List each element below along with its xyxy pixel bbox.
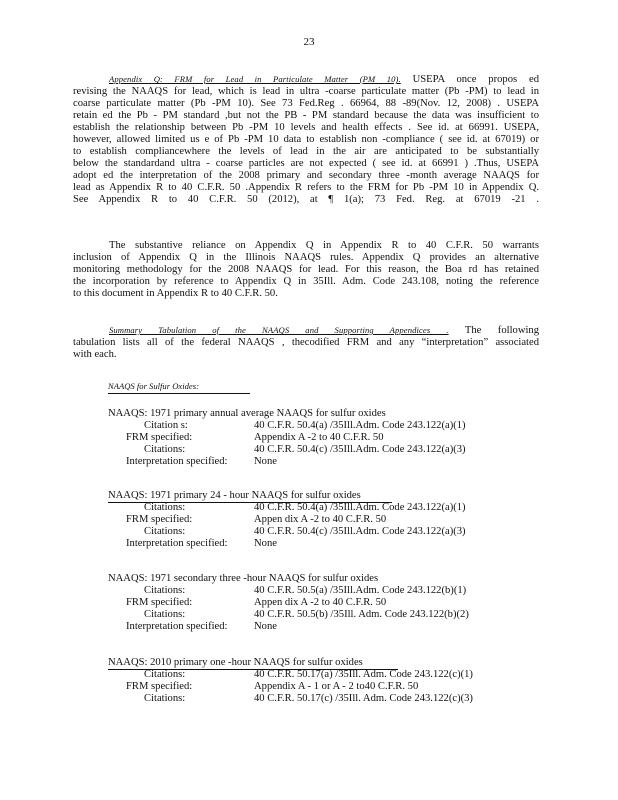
paragraph-line: with each. [73,349,117,360]
paragraph-appendix-q [73,73,539,206]
frm-citations-label: Citations: [144,444,186,455]
interpretation-label: Interpretation specified: [126,538,228,549]
frm-label: FRM specified: [126,514,193,525]
paragraph-line: however, allowed limited us e of Pb -PM 10 data to establish non -compliance ( see id. at 67019) or [73,134,539,145]
frm-citations-label: Citations: [144,609,186,620]
paragraph-line: See Appendix R to 40 C.F.R. 50 (2012), at ¶ 1(a); 73 Fed. Reg. at 67019 -21 . [73,194,539,205]
paragraph-line: lead as Appendix R to 40 C.F.R. 50 .Appendix R refers to the FRM for Pb -PM 10 in Appendix Q. [73,182,539,193]
paragraph-line: below the standardand ultra - coarse particles are not expected ( see id. at 66991 ) .Thus, USEPA [73,158,539,169]
naaqs-entry [108,490,548,550]
paragraph-line: inclusion of Appendix Q in the Illinois NAAQS rules. Appendix Q provides an alternative [73,252,539,263]
paragraph-substantive-reliance [73,240,539,300]
frm-citations-label: Citations: [144,526,186,537]
interpretation-value: None [254,456,277,467]
citations-label: Citation s: [144,420,188,431]
frm-label: FRM specified: [126,432,193,443]
frm-value: Appendix A - 1 or A - 2 to40 C.F.R. 50 [254,681,419,692]
paragraph-line: Appendix Q: FRM for Lead in Particulate Matter (PM 10). USEPA once propos ed [109,74,539,85]
frm-citations-value: 40 C.F.R. 50.5(b) /35Ill. Adm. Code 243.122(b)(2) [254,609,469,620]
naaqs-title: NAAQS: 2010 primary one -hour NAAQS for sulfur oxides [108,657,363,668]
page-number: 23 [303,36,315,48]
citations-label: Citations: [144,669,186,680]
interpretation-value: None [254,538,277,549]
heading-appendix-q: Appendix Q: FRM for Lead in Particulate Matter (PM 10). [109,74,401,84]
frm-value: Appendix A -2 to 40 C.F.R. 50 [254,432,384,443]
naaqs-title: NAAQS: 1971 primary annual average NAAQS for sulfur oxides [108,408,386,419]
citations-label: Citations: [144,502,186,513]
interpretation-label: Interpretation specified: [126,621,228,632]
frm-citations-value: 40 C.F.R. 50.17(c) /35Ill. Adm. Code 243.122(c)(3) [254,693,473,704]
paragraph-line: to this document in Appendix R to 40 C.F.R. 50. [73,288,278,299]
interpretation-value: None [254,621,277,632]
citations-value: 40 C.F.R. 50.4(a) /35Ill.Adm. Code 243.122(a)(1) [254,420,466,431]
paragraph-line: coarse particulate matter (Pb -PM 10). See 73 Fed.Reg . 66964, 88 -89(Nov. 12, 2008) . USEPA [73,98,539,109]
paragraph-line: monitoring methodology for the 2008 NAAQS for lead. For this reason, the Boa rd has retained [73,264,539,275]
citations-value: 40 C.F.R. 50.4(a) /35Ill.Adm. Code 243.122(a)(1) [254,502,466,513]
frm-citations-value: 40 C.F.R. 50.4(c) /35Ill.Adm. Code 243.122(a)(3) [254,444,466,455]
citations-label: Citations: [144,585,186,596]
paragraph-line: tabulation lists all of the federal NAAQS , thecodified FRM and any “interpretation” associated [73,337,539,348]
paragraph-line: The substantive reliance on Appendix Q in Appendix R to 40 C.F.R. 50 warrants [109,240,539,251]
naaqs-title: NAAQS: 1971 primary 24 - hour NAAQS for sulfur oxides [108,490,361,501]
naaqs-entry [108,573,548,633]
paragraph-line: Summary Tabulation of the NAAQS and Supporting Appendices . The following [109,325,540,336]
frm-citations-label: Citations: [144,693,186,704]
citations-value: 40 C.F.R. 50.17(a) /35Ill. Adm. Code 243.122(c)(1) [254,669,473,680]
frm-label: FRM specified: [126,681,193,692]
paragraph-line: retain ed the Pb - PM standard ,but not the PB - PM standard because the data was insufficient to [73,110,539,121]
paragraph-summary-tabulation [73,324,539,361]
paragraph-line: the incorporation by reference to Appendix Q in 35Ill. Adm. Code 243.108, noting the reference [73,276,539,287]
citations-value: 40 C.F.R. 50.5(a) /35Ill.Adm. Code 243.122(b)(1) [254,585,467,596]
interpretation-label: Interpretation specified: [126,456,228,467]
frm-citations-value: 40 C.F.R. 50.4(c) /35Ill.Adm. Code 243.122(a)(3) [254,526,466,537]
frm-label: FRM specified: [126,597,193,608]
heading-naaqs-sulfur-oxides: NAAQS for Sulfur Oxides: [108,380,250,394]
naaqs-entry [108,657,548,705]
heading-summary-tabulation: Summary Tabulation of the NAAQS and Supporting Appendices . [109,325,449,335]
frm-value: Appen dix A -2 to 40 C.F.R. 50 [254,514,387,525]
naaqs-title: NAAQS: 1971 secondary three -hour NAAQS for sulfur oxides [108,573,379,584]
paragraph-line: adopt ed the interpretation of the 2008 primary and secondary three -month average NAAQS for [73,170,539,181]
frm-value: Appen dix A -2 to 40 C.F.R. 50 [254,597,387,608]
paragraph-line: establish the relationship between Pb -PM 10 levels and health effects . See id. at 66991. USEPA, [73,122,539,133]
paragraph-line: to establish compliancewhere the levels of lead in the air are anticipated to be substantially [73,146,539,157]
paragraph-line: revising the NAAQS for lead, which is lead in ultra -coarse particulate matter (Pb -PM) to lead in [73,86,539,97]
naaqs-entry [108,408,548,468]
